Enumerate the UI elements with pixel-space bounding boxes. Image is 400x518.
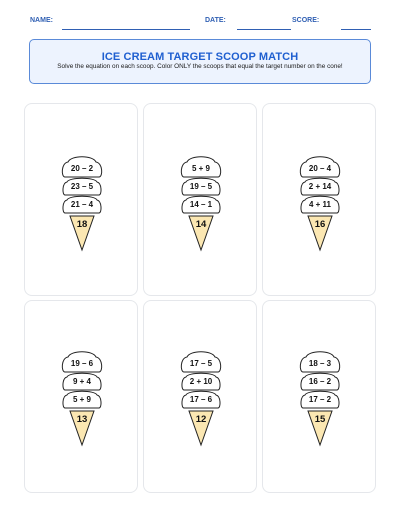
scoop-equation[interactable]: 17 – 5 bbox=[189, 359, 213, 368]
scoop-equation[interactable]: 23 – 5 bbox=[70, 182, 94, 191]
worksheet-header bbox=[30, 17, 375, 31]
scoop-equation[interactable]: 14 – 1 bbox=[189, 200, 213, 209]
ice-cream-cone bbox=[297, 350, 343, 448]
cone-card bbox=[24, 300, 138, 493]
score-field-line[interactable] bbox=[341, 29, 371, 30]
scoop-equation[interactable]: 17 – 6 bbox=[189, 395, 213, 404]
cone-target-number: 15 bbox=[314, 414, 326, 425]
ice-cream-cone bbox=[178, 155, 224, 253]
scoop-equation[interactable]: 20 – 2 bbox=[70, 164, 94, 173]
ice-cream-cone bbox=[59, 350, 105, 448]
cone-target-number: 13 bbox=[76, 414, 88, 425]
scoop-equation[interactable]: 4 + 11 bbox=[308, 200, 332, 209]
cone-card bbox=[262, 103, 376, 296]
scoop-equation[interactable]: 19 – 6 bbox=[70, 359, 94, 368]
cone-target-number: 18 bbox=[76, 219, 88, 230]
date-field-line[interactable] bbox=[237, 29, 291, 30]
cone-target-number: 16 bbox=[314, 219, 326, 230]
scoop-equation[interactable]: 5 + 9 bbox=[191, 164, 210, 173]
scoop-equation[interactable]: 18 – 3 bbox=[308, 359, 332, 368]
name-field-line[interactable] bbox=[62, 29, 190, 30]
scoop-equation[interactable]: 2 + 10 bbox=[189, 377, 213, 386]
cone-card bbox=[24, 103, 138, 296]
scoop-equation[interactable]: 2 + 14 bbox=[308, 182, 332, 191]
cone-card bbox=[262, 300, 376, 493]
scoop-equation[interactable]: 5 + 9 bbox=[72, 395, 91, 404]
scoop-equation[interactable]: 16 – 2 bbox=[308, 377, 332, 386]
cone-card bbox=[143, 103, 257, 296]
scoop-equation[interactable]: 19 – 5 bbox=[189, 182, 213, 191]
name-label: NAME: bbox=[30, 17, 53, 24]
page-title: ICE CREAM TARGET SCOOP MATCH bbox=[101, 51, 299, 63]
date-label: DATE: bbox=[205, 17, 226, 24]
ice-cream-cone bbox=[297, 155, 343, 253]
scoop-equation[interactable]: 20 – 4 bbox=[308, 164, 332, 173]
ice-cream-cone bbox=[59, 155, 105, 253]
ice-cream-cone bbox=[178, 350, 224, 448]
cone-target-number: 12 bbox=[195, 414, 207, 425]
score-label: SCORE: bbox=[292, 17, 320, 24]
scoop-equation[interactable]: 21 – 4 bbox=[70, 200, 94, 209]
scoop-equation[interactable]: 9 + 4 bbox=[72, 377, 91, 386]
cone-target-number: 14 bbox=[195, 219, 207, 230]
instructions-text: Solve the equation on each scoop. Color ONLY the scoops that equal the target number on the cone! bbox=[57, 63, 343, 70]
scoop-equation[interactable]: 17 – 2 bbox=[308, 395, 332, 404]
title-banner bbox=[29, 39, 371, 84]
cone-card bbox=[143, 300, 257, 493]
